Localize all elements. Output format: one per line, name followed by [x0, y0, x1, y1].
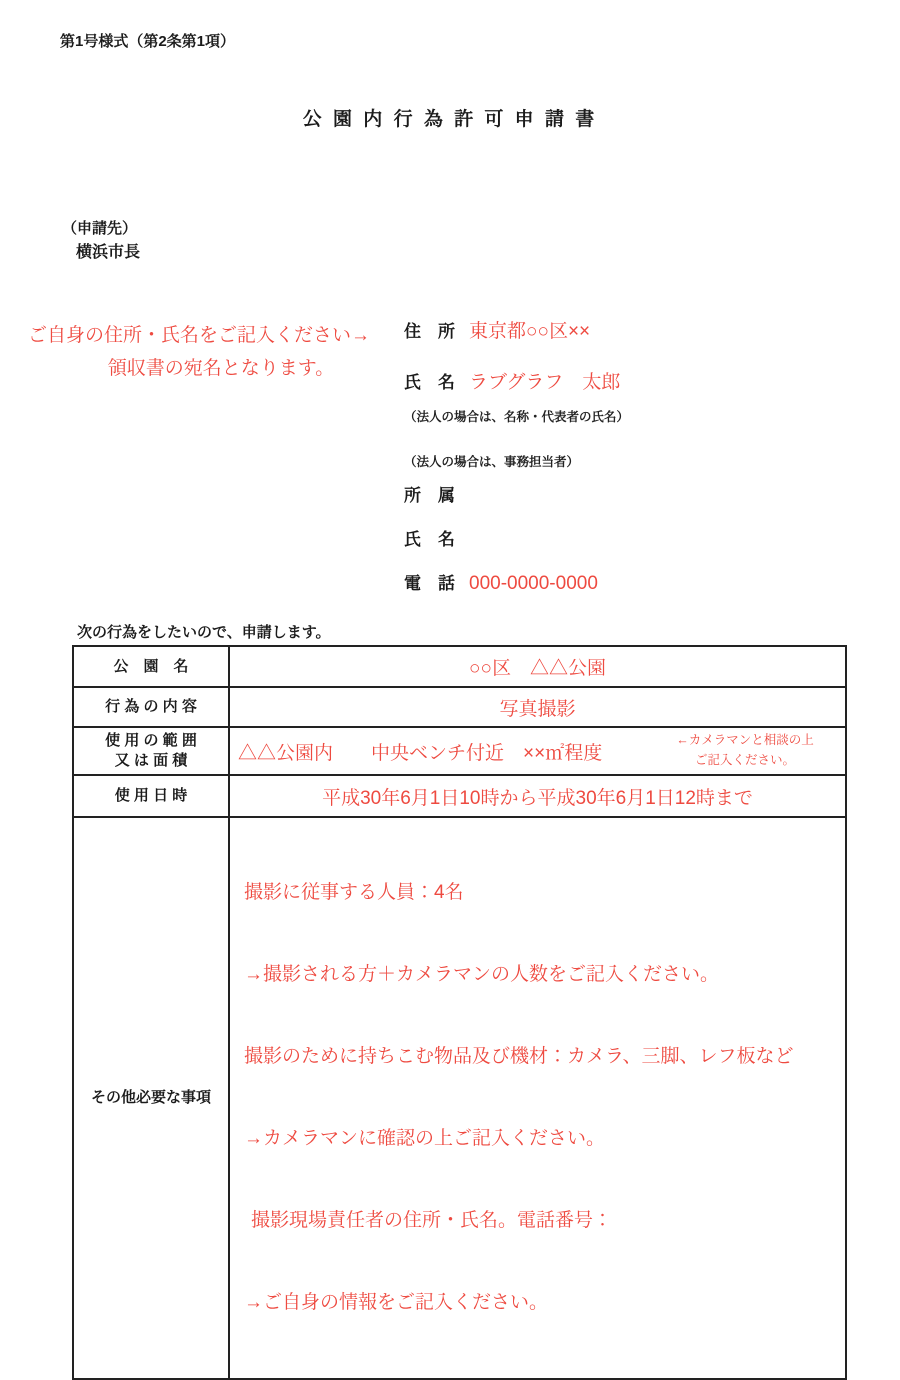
usage-range-annotation-line2: ご記入ください。 — [694, 753, 795, 767]
usage-datetime-label: 使 用 日 時 — [74, 776, 230, 816]
fill-instruction-note — [28, 319, 414, 385]
application-table — [72, 645, 847, 1380]
phone-value: 000-0000-0000 — [469, 573, 598, 594]
fill-instruction-line2: 領収書の宛名となります。 — [107, 358, 335, 379]
phone-field — [404, 569, 629, 595]
department-label: 所 属 — [404, 486, 455, 505]
table-row-activity — [74, 688, 845, 728]
park-name-value: ○○区 △△公園 — [469, 658, 606, 679]
applicant-to-block — [62, 217, 140, 265]
usage-range-label-line2: 又 は 面 積 — [114, 752, 188, 769]
applicant-to-value: 横浜市長 — [76, 244, 141, 261]
page-title: 公 園 内 行 為 許 可 申 請 書 — [302, 108, 598, 130]
table-row-usage-datetime — [74, 776, 845, 818]
corp-note-staff: （法人の場合は、事務担当者） — [404, 455, 580, 469]
other-items-line: 撮影に従事する人員：4名 — [244, 882, 464, 903]
address-label: 住 所 — [404, 322, 455, 341]
corp-note-name: （法人の場合は、名称・代表者の氏名） — [404, 410, 630, 424]
application-intro-text: 次の行為をしたいので、申請します。 — [77, 624, 331, 641]
other-items-label: その他必要な事項 — [74, 818, 230, 1378]
other-items-line: 撮影現場責任者の住所・氏名。電話番号： — [251, 1210, 613, 1231]
form-number: 第1号様式（第2条第1項） — [60, 33, 236, 50]
usage-range-annotation — [647, 730, 843, 770]
other-items-line: →カメラマンに確認の上ご記入ください。 — [244, 1128, 606, 1149]
department-field — [404, 481, 629, 506]
park-name-label: 公 園 名 — [74, 647, 230, 686]
other-items-line: 撮影のために持ちこむ物品及び機材：カメラ、三脚、レフ板など — [244, 1046, 794, 1067]
table-row-usage-range — [74, 728, 845, 776]
applicant-fields — [404, 316, 629, 595]
staff-name-field — [404, 525, 629, 550]
usage-range-annotation-line1: ←カメラマンと相談の上 — [676, 733, 814, 747]
table-row-other-items — [74, 818, 845, 1378]
activity-label: 行 為 の 内 容 — [74, 688, 230, 726]
usage-range-label — [74, 728, 230, 774]
address-field — [404, 316, 629, 343]
applicant-to-label: （申請先） — [62, 220, 138, 237]
address-value: 東京都○○区×× — [469, 321, 591, 342]
activity-value: 写真撮影 — [499, 698, 576, 720]
staff-name-label: 氏 名 — [404, 530, 455, 549]
usage-range-cell — [230, 728, 845, 774]
name-label: 氏 名 — [404, 373, 455, 392]
other-items-line: →ご自身の情報をご記入ください。 — [244, 1292, 549, 1313]
table-row-park-name — [74, 647, 845, 688]
usage-datetime-value: 平成30年6月1日10時から平成30年6月1日12時まで — [322, 787, 753, 809]
other-items-cell — [230, 818, 845, 1378]
usage-range-value: △△公園内 中央ベンチ付近 ××㎡程度 — [238, 742, 603, 764]
phone-label: 電 話 — [404, 574, 455, 593]
usage-range-label-line1: 使 用 の 範 囲 — [105, 732, 197, 749]
name-value: ラブグラフ 太郎 — [469, 372, 621, 393]
other-items-line: →撮影される方＋カメラマンの人数をご記入ください。 — [244, 964, 720, 985]
name-field — [404, 367, 629, 394]
fill-instruction-line1: ご自身の住所・氏名をご記入ください→ — [28, 325, 371, 346]
